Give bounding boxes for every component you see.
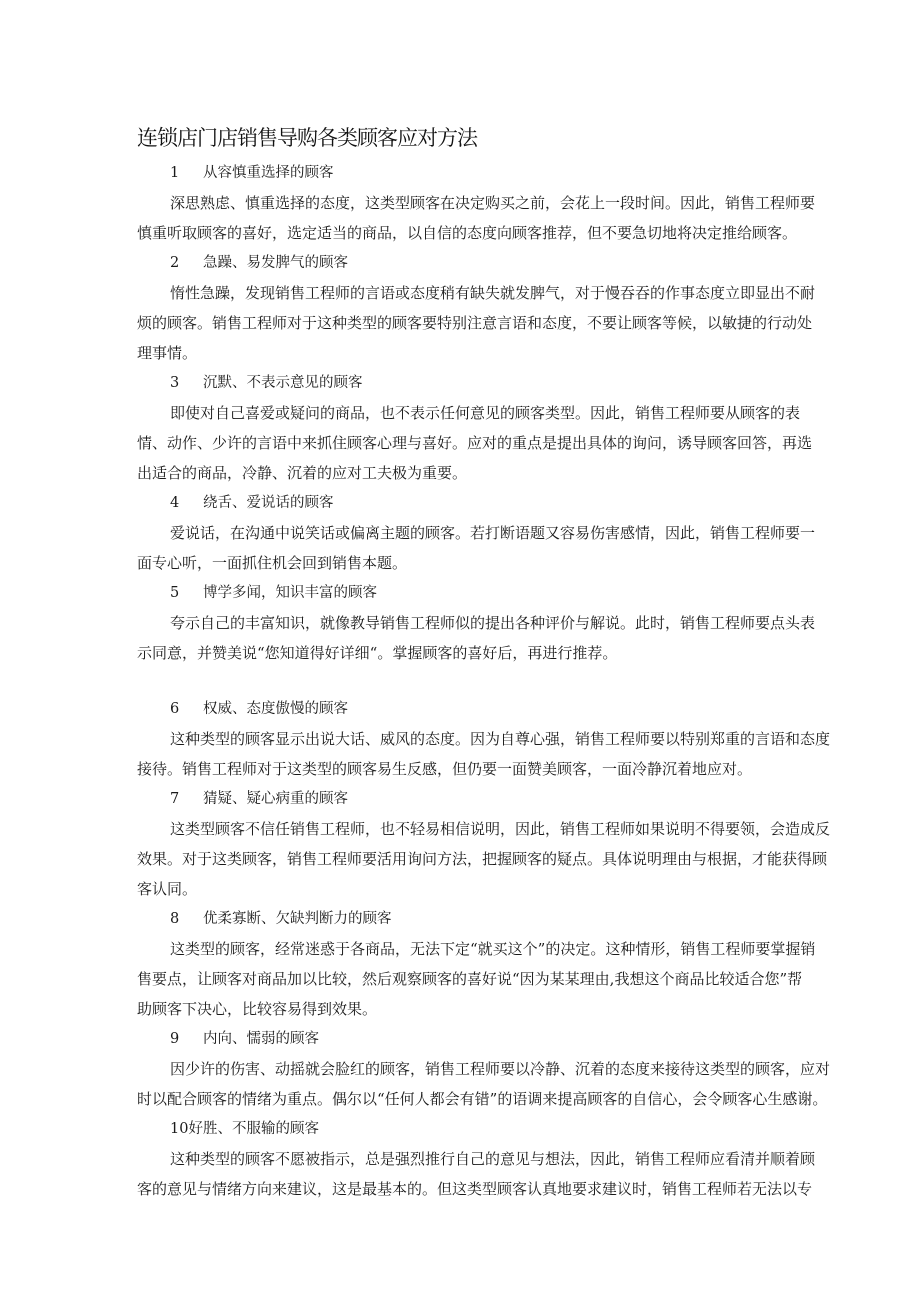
section-heading: [170, 904, 920, 934]
section-number: 7: [170, 791, 180, 807]
paragraph-line: 惰性急躁，发现销售工程师的言语或态度稍有缺失就发脾气，对于慢吞吞的作事态度立即显出不耐: [170, 284, 816, 302]
section-heading: [170, 1024, 920, 1054]
paragraph-line: 情、动作、少许的言语中来抓住顾客心理与喜好。应对的重点是提出具体的询问，诱导顾客回答，再选: [137, 434, 813, 452]
section-paragraph: [137, 724, 840, 784]
paragraph-line: 这类型顾客不信任销售工程师，也不轻易相信说明，因此，销售工程师如果说明不得要领，会造成反: [170, 820, 831, 838]
paragraph-line: 这种类型的顾客不愿被指示，总是强烈推行自己的意见与想法，因此，销售工程师应看清并顺着顾: [170, 1150, 816, 1168]
paragraph-line: 示同意，并赞美说“您知道得好详细“。掌握顾客的喜好后，再进行推荐。: [137, 644, 618, 662]
section-heading-text: 博学多闻，知识丰富的顾客: [203, 585, 377, 601]
section-heading: [170, 694, 920, 724]
section-heading-text: 从容慎重选择的顾客: [203, 165, 334, 181]
section-number: 3: [170, 375, 180, 391]
section-heading: [170, 368, 920, 398]
section-heading: [170, 488, 920, 518]
paragraph-line: 面专心听，一面抓住机会回到销售本题。: [137, 554, 408, 572]
section-heading-text: 猜疑、疑心病重的顾客: [203, 791, 348, 807]
section-number: 4: [170, 495, 180, 511]
section-heading: [170, 158, 920, 188]
paragraph-line: 效果。对于这类顾客，销售工程师要活用询问方法，把握顾客的疑点。具体说明理由与根据，才能获得顾: [137, 850, 828, 868]
section-paragraph: [137, 278, 840, 368]
section-heading: [170, 248, 920, 278]
section-gap: [0, 668, 920, 694]
section-paragraph: [137, 518, 840, 578]
section-number: 2: [170, 255, 180, 271]
paragraph-line: 因少许的伤害、动摇就会脸红的顾客，销售工程师要以冷静、沉着的态度来接待这类型的顾客，应对: [170, 1060, 831, 1078]
section-paragraph: [137, 398, 840, 488]
section-heading-text: 内向、懦弱的顾客: [203, 1031, 319, 1047]
section-number: 9: [170, 1031, 180, 1047]
section-paragraph: [137, 1054, 840, 1114]
section-heading-text: 权威、态度傲慢的顾客: [203, 701, 348, 717]
paragraph-line: 客认同。: [137, 880, 198, 898]
paragraph-line: 接待。销售工程师对于这类型的顾客易生反感，但仍要一面赞美顾客，一面冷静沉着地应对。: [137, 760, 753, 778]
section-paragraph: [137, 188, 840, 248]
section-paragraph: [137, 608, 840, 668]
section-heading-text: 沉默、不表示意见的顾客: [203, 375, 363, 391]
paragraph-line: 理事情。: [137, 344, 198, 362]
section-heading-text: 急躁、易发脾气的顾客: [203, 255, 348, 271]
section-number: 1: [170, 165, 180, 181]
section-number: 10: [170, 1121, 189, 1137]
paragraph-line: 售要点，让顾客对商品加以比较，然后观察顾客的喜好说“因为某某理由,我想这个商品比较适合您”帮: [137, 970, 803, 988]
paragraph-line: 这类型的顾客，经常迷惑于各商品，无法下定“就买这个”的决定。这种情形，销售工程师要掌握销: [170, 940, 816, 958]
section-heading: [170, 784, 920, 814]
section-paragraph: [137, 814, 840, 904]
paragraph-line: 夸示自己的丰富知识，就像教导销售工程师似的提出各种评价与解说。此时，销售工程师要点头表: [170, 614, 816, 632]
paragraph-line: 即使对自己喜爱或疑问的商品，也不表示任何意见的顾客类型。因此，销售工程师要从顾客的表: [170, 404, 801, 422]
paragraph-line: 出适合的商品，冷静、沉着的应对工夫极为重要。: [137, 464, 468, 482]
section-number: 6: [170, 701, 180, 717]
section-heading-text: 绕舌、爱说话的顾客: [203, 495, 334, 511]
paragraph-line: 烦的顾客。销售工程师对于这种类型的顾客要特别注意言语和态度，不要让顾客等候，以敏捷的行动处: [137, 314, 813, 332]
section-heading-text: 好胜、不服输的顾客: [188, 1121, 319, 1137]
section-heading-text: 优柔寡断、欠缺判断力的顾客: [203, 911, 392, 927]
section-heading: [170, 1114, 920, 1144]
paragraph-line: 爱说话，在沟通中说笑话或偏离主题的顾客。若打断语题又容易伤害感情，因此，销售工程师要一: [170, 524, 816, 542]
paragraph-line: 慎重听取顾客的喜好，选定适当的商品，以自信的态度向顾客推荐，但不要急切地将决定推给顾客。: [137, 224, 798, 242]
paragraph-line: 客的意见与情绪方向来建议，这是最基本的。但这类型顾客认真地要求建议时，销售工程师若无法以专: [137, 1180, 813, 1198]
sections-container: [0, 158, 920, 1204]
section-heading: [170, 578, 920, 608]
paragraph-line: 深思熟虑、慎重选择的态度，这类型顾客在决定购买之前，会花上一段时间。因此，销售工程师要: [170, 194, 816, 212]
paragraph-line: 时以配合顾客的情绪为重点。偶尔以“任何人都会有错”的语调来提高顾客的自信心，会令顾客心生感谢。: [137, 1090, 828, 1108]
document-title: 连锁店门店销售导购各类顾客应对方法: [137, 126, 477, 150]
section-paragraph: [137, 1144, 840, 1204]
section-number: 8: [170, 911, 180, 927]
section-paragraph: [137, 934, 840, 1024]
paragraph-line: 助顾客下决心，比较容易得到效果。: [137, 1000, 378, 1018]
section-number: 5: [170, 585, 180, 601]
paragraph-line: 这种类型的顾客显示出说大话、威风的态度。因为自尊心强，销售工程师要以特别郑重的言语和态度: [170, 730, 831, 748]
